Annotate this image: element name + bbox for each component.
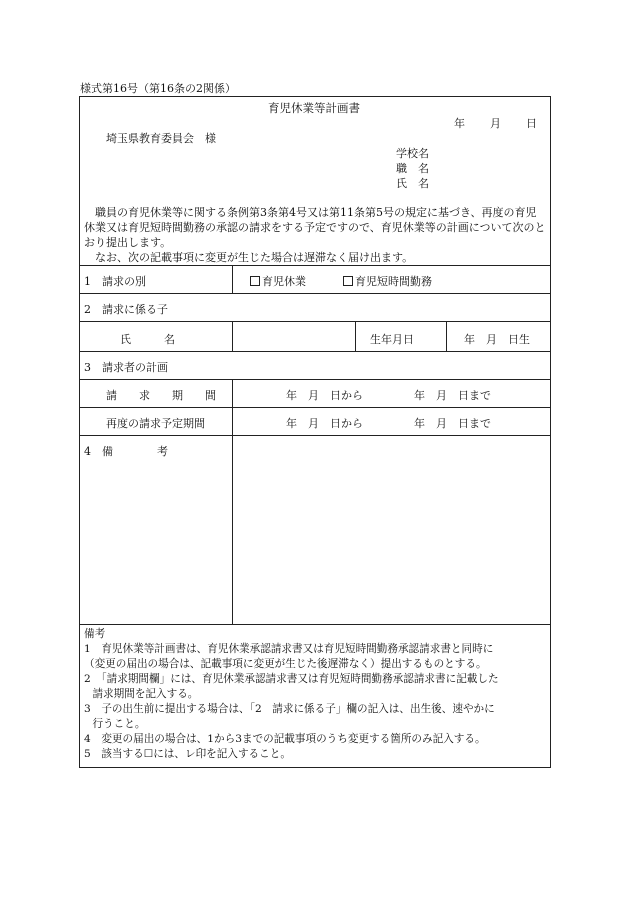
note-line: 3 子の出生前に提出する場合は、「2 請求に係る子」欄の記入は、出生後、速やかに [84, 703, 495, 715]
date-month[interactable]: 月 [490, 117, 501, 130]
re-request-period-to[interactable]: 年 月 日まで [414, 417, 491, 430]
child-name-header: 氏 名 [120, 333, 175, 346]
divider [232, 435, 233, 624]
checkbox-icon[interactable] [250, 276, 260, 286]
notes-heading: 備考 [84, 628, 106, 640]
child-section-label: 2 請求に係る子 [84, 303, 168, 316]
note-line: 請求期間を記入する。 [92, 688, 199, 700]
divider [232, 379, 233, 435]
divider [232, 321, 233, 351]
remarks-field[interactable] [238, 443, 544, 617]
option-short-hours-label: 育児短時間勤務 [355, 275, 432, 288]
re-request-period-label: 再度の請求予定期間 [106, 417, 205, 430]
request-type-label: 1 請求の別 [84, 275, 146, 288]
form-title: 育児休業等計画書 [268, 101, 360, 115]
note-line: 4 変更の届出の場合は、1から3までの記載事項のうち変更する箇所のみ記入する。 [84, 733, 486, 745]
school-name-label: 学校名 [396, 147, 429, 160]
plan-section-label: 3 請求者の計画 [84, 361, 168, 374]
divider [80, 265, 550, 266]
re-request-period-from[interactable]: 年 月 日から [286, 417, 363, 430]
date-year[interactable]: 年 [454, 117, 465, 130]
divider [80, 379, 550, 380]
option-childcare-leave-label: 育児休業 [262, 275, 306, 288]
addressee: 埼玉県教育委員会 様 [106, 132, 216, 145]
divider [80, 624, 550, 625]
form-number-label: 様式第16号（第16条の2関係） [80, 82, 236, 95]
child-name-field[interactable] [238, 331, 350, 345]
note-line: 行うこと。 [92, 718, 146, 730]
notes-block [84, 627, 548, 762]
divider [232, 265, 233, 293]
birth-date-header: 生年月日 [370, 333, 414, 346]
divider [80, 321, 550, 322]
intro-text-1: 職員の育児休業等に関する条例第3条第4号又は第11条第5号の規定に基づき、再度の育児休業又は育児短時間勤務の承認の請求をする予定ですので、育児休業等の計画について次のとおり提出します。 [84, 206, 546, 249]
remarks-label: 4 備 考 [84, 445, 168, 458]
checkbox-short-hours[interactable] [343, 273, 432, 289]
divider [80, 435, 550, 436]
note-line: 2 「請求期間欄」には、育児休業承認請求書又は育児短時間勤務承認請求書に記載した [84, 673, 499, 685]
note-line: 1 育児休業等計画書は、育児休業承認請求書又は育児短時間勤務承認請求書と同時に [84, 643, 494, 655]
checkbox-childcare-leave[interactable] [250, 273, 306, 289]
request-period-label: 請 求 期 間 [106, 389, 216, 402]
intro-text-2: なお、次の記載事項に変更が生じた場合は遅滞なく届け出ます。 [95, 251, 414, 264]
divider [80, 293, 550, 294]
divider [80, 351, 550, 352]
form-frame [79, 96, 551, 768]
note-line: （変更の届出の場合は、記載事項に変更が生じた後遅滞なく）提出するものとする。 [84, 658, 487, 670]
request-period-to[interactable]: 年 月 日まで [414, 389, 491, 402]
divider [446, 321, 447, 351]
intro-paragraph [84, 205, 546, 265]
birth-date-field[interactable]: 年 月 日生 [464, 333, 530, 346]
divider [80, 407, 550, 408]
date-day[interactable]: 日 [526, 117, 537, 130]
divider [355, 321, 356, 351]
position-label: 職 名 [396, 162, 429, 175]
name-label: 氏 名 [396, 177, 429, 190]
request-period-from[interactable]: 年 月 日から [286, 389, 363, 402]
checkbox-icon[interactable] [343, 276, 353, 286]
note-line: 5 該当する☐には、レ印を記入すること。 [84, 748, 291, 760]
